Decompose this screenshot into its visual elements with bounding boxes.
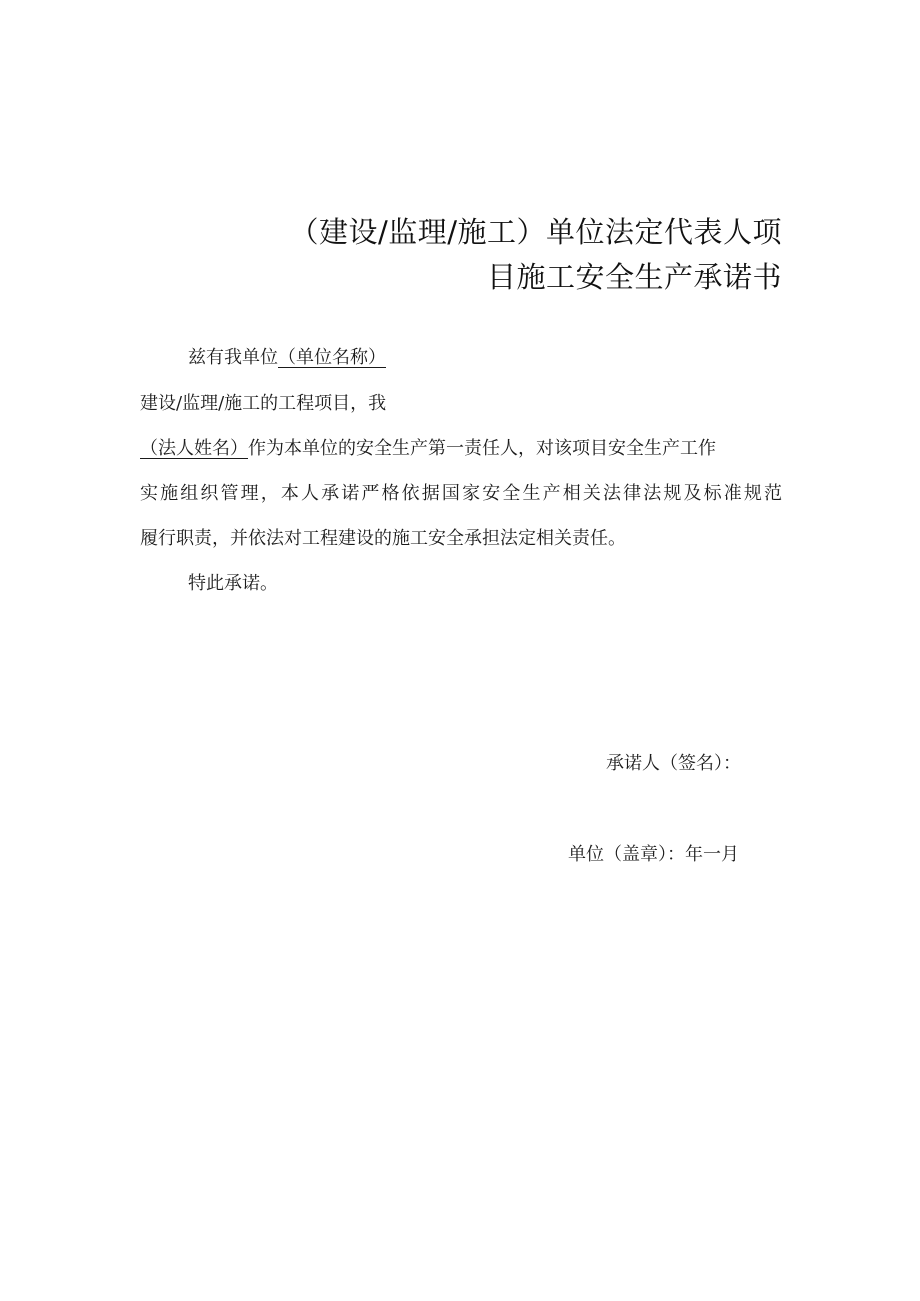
legal-person-name-field: （法人姓名） [140, 438, 248, 459]
signer-signature-label: 承诺人（签名）： [606, 753, 741, 774]
unit-name-field: （单位名称） [278, 347, 386, 368]
paragraph-2-line-3: 履行职责，并依法对工程建设的施工安全承担法定相关责任。 [140, 528, 626, 549]
paragraph-1-line-1 [188, 346, 386, 370]
paragraph-2-line-1 [140, 437, 716, 461]
unit-seal-date-label: 单位（盖章）：年一月 [568, 844, 739, 865]
document-title-line-2: 目施工安全生产承诺书 [486, 260, 782, 294]
unit-intro-text: 兹有我单位 [188, 347, 278, 368]
responsibility-text: 作为本单位的安全生产第一责任人，对该项目安全生产工作 [248, 438, 716, 459]
closing-statement: 特此承诺。 [188, 573, 278, 594]
paragraph-1-line-2: 建设/监理/施工的工程项目，我 [140, 393, 387, 414]
document-title-line-1: （建设/监理/施工）单位法定代表人项 [289, 215, 782, 249]
paragraph-2-line-2: 实施组织管理，本人承诺严格依据国家安全生产相关法律法规及标准规范 [140, 483, 782, 504]
